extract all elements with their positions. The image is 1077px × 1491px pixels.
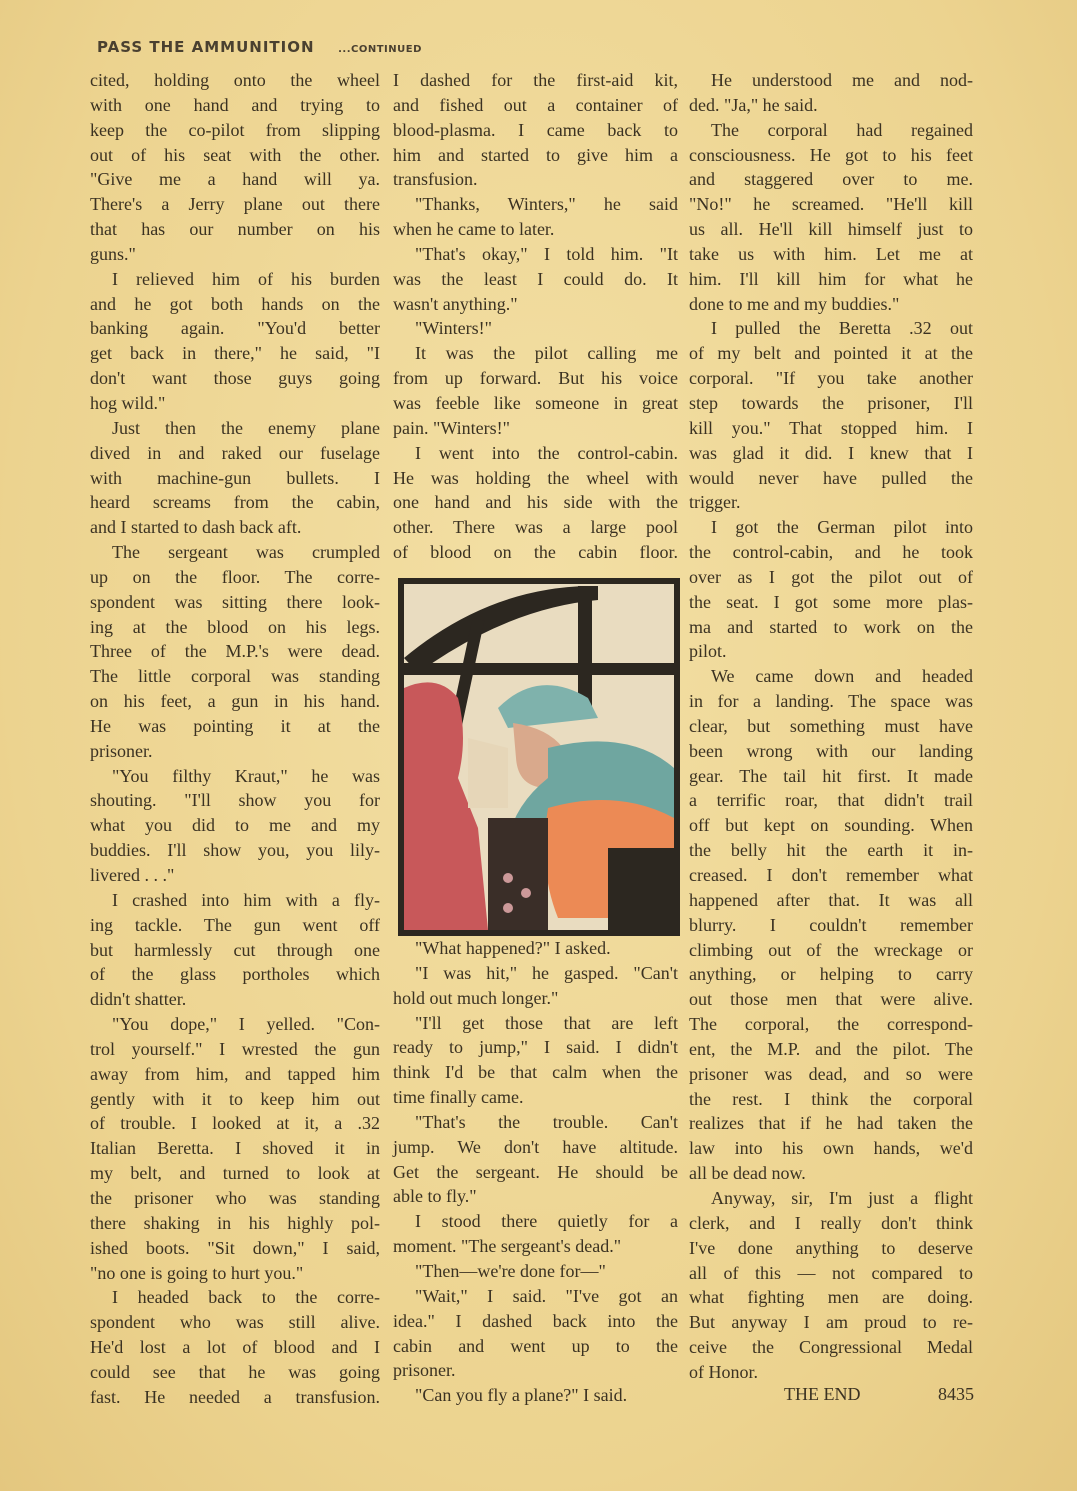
text-line: step towards the prisoner, I'll (689, 392, 973, 413)
paragraph (689, 515, 973, 664)
text-line: gently with it to keep him out (90, 1088, 380, 1109)
text-line: one hand and his side with the (393, 492, 678, 513)
text-line: He was holding the wheel with (393, 467, 678, 488)
text-line: I've done anything to deserve (689, 1237, 973, 1258)
text-line: banking again. "You'd better (90, 318, 380, 339)
text-line: ceive the Congressional Medal (689, 1337, 973, 1358)
text-line: all of this — not compared to (689, 1262, 973, 1283)
text-line: ded. "Ja," he said. (689, 94, 818, 115)
paragraph (393, 316, 678, 341)
text-line: off but kept on sounding. When (689, 815, 973, 836)
text-line: Three of the M.P.'s were dead. (90, 641, 380, 662)
text-line: There's a Jerry plane out there (90, 194, 380, 215)
text-line: He'd lost a lot of blood and I (90, 1337, 380, 1358)
text-line: other. There was a large pool (393, 517, 678, 538)
text-line: It was the pilot calling me (415, 343, 678, 364)
text-line: a terrific roar, that didn't trail (689, 790, 973, 811)
text-line: "That's okay," I told him. "It (415, 243, 678, 264)
text-line: the seat. I got some more plas- (689, 591, 973, 612)
text-line: The corporal had regained (711, 119, 973, 140)
paragraph (689, 664, 973, 1186)
text-line: blood-plasma. I came back to (393, 119, 678, 140)
text-line: don't want those guys going (90, 368, 380, 389)
text-line: I headed back to the corre- (112, 1287, 380, 1308)
text-line: heard screams from the cabin, (90, 492, 380, 513)
text-line: him. I'll kill him for what he (689, 268, 973, 289)
text-line: clear, but something must have (689, 715, 973, 736)
text-line: spondent was sitting there look- (90, 591, 380, 612)
text-column-2-bottom (393, 936, 678, 1408)
text-line: would never have pulled the (689, 467, 973, 488)
text-line: spondent who was still alive. (90, 1312, 380, 1333)
text-line: We came down and headed (711, 666, 973, 687)
text-line: ent, the M.P. and the pilot. The (689, 1038, 973, 1059)
cockpit-illustration (398, 578, 680, 936)
text-line: "Can you fly a plane?" I said. (415, 1385, 628, 1406)
text-line: could see that he was going (90, 1361, 380, 1382)
text-line: guns." (90, 243, 136, 264)
text-line: moment. "The sergeant's dead." (393, 1236, 622, 1257)
text-line: happened after that. It was all (689, 889, 973, 910)
text-column-3 (689, 68, 973, 1385)
text-line: fast. He needed a transfusion. (90, 1386, 380, 1407)
text-line: corporal. "If you take another (689, 368, 973, 389)
text-line: think I'd be that calm when the (393, 1062, 678, 1083)
story-header (97, 37, 422, 56)
text-line: idea." I dashed back into the (393, 1310, 678, 1331)
text-line: dived in and raked our fuselage (90, 442, 380, 463)
text-line: "You dope," I yelled. "Con- (112, 1014, 380, 1035)
text-line: and he got both hands on the (90, 293, 380, 314)
text-line: anything, or helping to carry (689, 964, 973, 985)
text-line: kill you." That stopped him. I (689, 417, 973, 438)
text-line: "No!" he screamed. "He'll kill (689, 194, 973, 215)
text-line: out of his seat with the other. (90, 144, 380, 165)
text-line: was the least I could do. It (393, 268, 678, 289)
text-line: keep the co-pilot from slipping (90, 119, 380, 140)
text-line: "You filthy Kraut," he was (112, 765, 380, 786)
continued-label: ...CONTINUED (338, 44, 422, 55)
paragraph (689, 118, 973, 317)
text-line: cabin and went up to the (393, 1335, 678, 1356)
text-line: cited, holding onto the wheel (90, 70, 380, 90)
paragraph (90, 764, 380, 888)
text-column-2-top (393, 68, 678, 565)
text-line: in for a landing. The space was (689, 691, 973, 712)
text-line: "Wait," I said. "I've got an (415, 1285, 678, 1306)
text-line: and I started to dash back aft. (90, 517, 302, 538)
text-line: ing at the blood on his legs. (90, 616, 380, 637)
text-line: my belt, and turned to look at (90, 1163, 380, 1184)
story-title: PASS THE AMMUNITION (97, 38, 315, 56)
text-line: Anyway, sir, I'm just a flight (711, 1187, 973, 1208)
text-line: shouting. "I'll show you for (90, 790, 380, 811)
text-line: prisoner was dead, and so were (689, 1063, 973, 1084)
paragraph (393, 68, 678, 192)
text-line: that has our number on his (90, 219, 380, 240)
text-line: of blood on the cabin floor. (393, 542, 678, 563)
text-line: over as I got the pilot out of (689, 566, 973, 587)
text-line: trigger. (689, 492, 741, 513)
the-end-label: THE END (784, 1384, 861, 1404)
text-line: didn't shatter. (90, 989, 187, 1010)
text-line: I stood there quietly for a (415, 1211, 678, 1232)
paragraph (393, 1284, 678, 1383)
paragraph (393, 1110, 678, 1209)
text-line: I got the German pilot into (711, 517, 973, 538)
text-line: He understood me and nod- (711, 70, 973, 90)
text-line: been wrong with our landing (689, 740, 973, 761)
text-line: there shaking in his highly pol- (90, 1212, 380, 1233)
text-line: "Thanks, Winters," he said (415, 194, 678, 215)
text-line: on his feet, a gun in his hand. (90, 691, 380, 712)
text-line: realizes that if he had taken the (689, 1113, 973, 1134)
text-line: all be dead now. (689, 1163, 806, 1184)
text-line: what you did to me and my (90, 815, 380, 836)
paragraph (393, 1209, 678, 1259)
text-line: done to me and my buddies." (689, 293, 900, 314)
paragraph (393, 441, 678, 565)
text-line: ing tackle. The gun went off (90, 914, 380, 935)
text-line: and fished out a container of (393, 94, 678, 115)
text-line: the control-cabin, and he took (689, 542, 973, 563)
text-line: creased. I don't remember what (689, 865, 973, 885)
paragraph (90, 1012, 380, 1285)
page-code: 8435 (938, 1384, 974, 1404)
text-line: climbing out of the wreckage or (689, 939, 973, 960)
text-line: when he came to later. (393, 219, 555, 240)
text-line: of my belt and pointed it at the (689, 343, 973, 364)
text-line: Italian Beretta. I shoved it in (90, 1138, 380, 1159)
text-line: Get the sergeant. He should be (393, 1161, 678, 1182)
text-line: out those men that were alive. (689, 989, 973, 1010)
text-line: The corporal, the correspond- (689, 1014, 973, 1035)
text-line: get back in there," he said, "I (90, 343, 380, 364)
text-line: I went into the control-cabin. (415, 442, 678, 463)
paragraph (393, 936, 678, 961)
text-line: ma and started to work on the (689, 616, 973, 637)
text-line: "What happened?" I asked. (415, 938, 611, 958)
paragraph (393, 192, 678, 242)
text-line: up on the floor. The corre- (90, 566, 380, 587)
text-line: buddies. I'll show you, you lily- (90, 840, 380, 861)
text-line: trol yourself." I wrested the gun (90, 1038, 380, 1059)
text-line: the prisoner who was standing (90, 1187, 380, 1208)
text-line: But anyway I am proud to re- (689, 1312, 973, 1333)
text-line: He was pointing it at the (90, 715, 380, 736)
text-line: Just then the enemy plane (112, 417, 380, 438)
text-line: transfusion. (393, 169, 478, 190)
text-line: I relieved him of his burden (112, 268, 380, 289)
text-line: "Give me a hand will ya. (90, 169, 380, 190)
text-line: and staggered over to me. (689, 169, 973, 190)
paragraph (90, 540, 380, 764)
paragraph (393, 1011, 678, 1110)
text-line: "Winters!" (415, 318, 492, 339)
paragraph (393, 1259, 678, 1284)
text-line: prisoner. (393, 1360, 456, 1381)
text-line: was feeble like someone in great (393, 392, 678, 413)
text-line: but harmlessly cut through one (90, 939, 380, 960)
text-line: ready to jump," I said. I didn't (393, 1037, 678, 1058)
text-line: I dashed for the first-aid kit, (393, 70, 678, 90)
text-line: "I'll get those that are left (415, 1012, 678, 1033)
text-line: wasn't anything." (393, 293, 518, 314)
paragraph (90, 888, 380, 1012)
text-line: The little corporal was standing (90, 666, 380, 687)
text-line: of the glass portholes which (90, 964, 380, 985)
text-line: law into his own hands, we'd (689, 1138, 973, 1159)
story-footer (784, 1384, 974, 1405)
text-line: jump. We don't have altitude. (393, 1136, 678, 1157)
text-line: I pulled the Beretta .32 out (711, 318, 973, 339)
text-line: pilot. (689, 641, 727, 662)
text-line: the belly hit the earth it in- (689, 840, 973, 861)
text-line: pain. "Winters!" (393, 417, 510, 438)
text-line: "Then—we're done for—" (415, 1260, 606, 1281)
text-line: him and started to give him a (393, 144, 678, 165)
paragraph (393, 961, 678, 1011)
text-line: The sergeant was crumpled (112, 542, 380, 563)
text-line: hold out much longer." (393, 987, 559, 1008)
text-line: livered . . ." (90, 865, 175, 885)
text-line: "That's the trouble. Can't (415, 1111, 678, 1132)
paragraph (90, 267, 380, 416)
text-line: us all. He'll kill himself just to (689, 219, 973, 240)
text-line: of Honor. (689, 1361, 758, 1382)
text-line: ished boots. "Sit down," I said, (90, 1237, 380, 1258)
text-line: able to fly." (393, 1186, 477, 1207)
text-line: blurry. I couldn't remember (689, 914, 973, 935)
text-line: hog wild." (90, 392, 166, 413)
text-line: was glad it did. I knew that I (689, 442, 973, 463)
paragraph (689, 1186, 973, 1385)
text-line: away from him, and tapped him (90, 1063, 380, 1084)
text-line: prisoner. (90, 740, 153, 761)
paragraph (393, 341, 678, 440)
paragraph (90, 416, 380, 540)
text-line: I crashed into him with a fly- (112, 889, 380, 910)
text-line: of trouble. I looked at it, a .32 (90, 1113, 380, 1134)
text-line: time finally came. (393, 1087, 524, 1108)
text-line: consciousness. He got to his feet (689, 144, 973, 165)
paragraph (90, 1285, 380, 1409)
text-line: clerk, and I really don't think (689, 1212, 973, 1233)
text-line: take us with him. Let me at (689, 243, 973, 264)
paragraph (393, 242, 678, 317)
text-line: "I was hit," he gasped. "Can't (415, 962, 678, 983)
text-line: with machine-gun bullets. I (90, 467, 380, 488)
text-line: "no one is going to hurt you." (90, 1262, 304, 1283)
text-line: the rest. I think the corporal (689, 1088, 973, 1109)
paragraph (90, 68, 380, 267)
paragraph (689, 316, 973, 515)
text-line: what fighting men are doing. (689, 1287, 973, 1308)
text-line: from up forward. But his voice (393, 368, 678, 389)
text-line: gear. The tail hit first. It made (689, 765, 973, 786)
paragraph (393, 1383, 678, 1408)
paragraph (689, 68, 973, 118)
text-column-1 (90, 68, 380, 1410)
text-line: with one hand and trying to (90, 94, 380, 115)
